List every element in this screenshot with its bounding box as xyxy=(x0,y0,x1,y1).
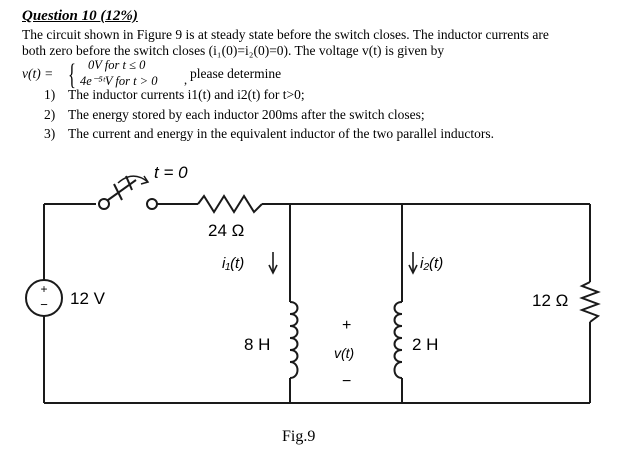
i2-label: i₂(t) xyxy=(420,255,444,272)
question-item-3: 3) The current and energy in the equivalent inductor of the two parallel inductors. xyxy=(44,126,494,141)
intro-line-1: The circuit shown in Figure 9 is at steady state before the switch closes. The inductor currents are xyxy=(22,27,549,42)
equation-tail: please determine xyxy=(190,66,282,81)
l1-label: 8 H xyxy=(244,335,271,354)
i1-label: i₁(t) xyxy=(222,255,245,272)
equation-comma: , xyxy=(184,73,188,87)
source-plus: + xyxy=(40,282,48,296)
v-minus: − xyxy=(342,373,352,390)
v-plus: + xyxy=(342,317,352,334)
resistor-24-ohm xyxy=(198,196,262,212)
r2-label: 12 Ω xyxy=(532,291,569,310)
source-minus: − xyxy=(40,297,48,312)
switch xyxy=(99,176,157,209)
intro-line-2: both zero before the switch closes (i₁(0)=i₂(0)=0). The voltage v(t) is given by xyxy=(22,43,445,58)
switch-label: t = 0 xyxy=(154,163,188,182)
resistor-12-ohm xyxy=(582,282,598,322)
equation-case-2: 4e⁻⁵ᵗV for t > 0 xyxy=(80,74,158,88)
i2-arrow xyxy=(409,252,417,273)
figure-caption: Fig.9 xyxy=(282,428,316,445)
question-item-2: 2) The energy stored by each inductor 200ms after the switch closes; xyxy=(44,107,425,122)
equation-case-1: 0V for t ≤ 0 xyxy=(88,58,146,72)
source-label: 12 V xyxy=(70,289,105,308)
equation-lhs: v(t) = xyxy=(22,66,54,81)
question-title: Question 10 (12%) xyxy=(22,8,138,24)
r1-label: 24 Ω xyxy=(208,221,245,240)
v-label: v(t) xyxy=(334,345,355,361)
inductor-2h xyxy=(395,302,403,378)
inductor-8h xyxy=(290,302,298,378)
circuit-wires xyxy=(44,204,590,403)
i1-arrow xyxy=(269,252,277,273)
equation-brace: { xyxy=(68,58,76,91)
l2-label: 2 H xyxy=(412,335,439,354)
question-item-1: 1) The inductor currents i1(t) and i2(t) for t>0; xyxy=(44,87,305,102)
